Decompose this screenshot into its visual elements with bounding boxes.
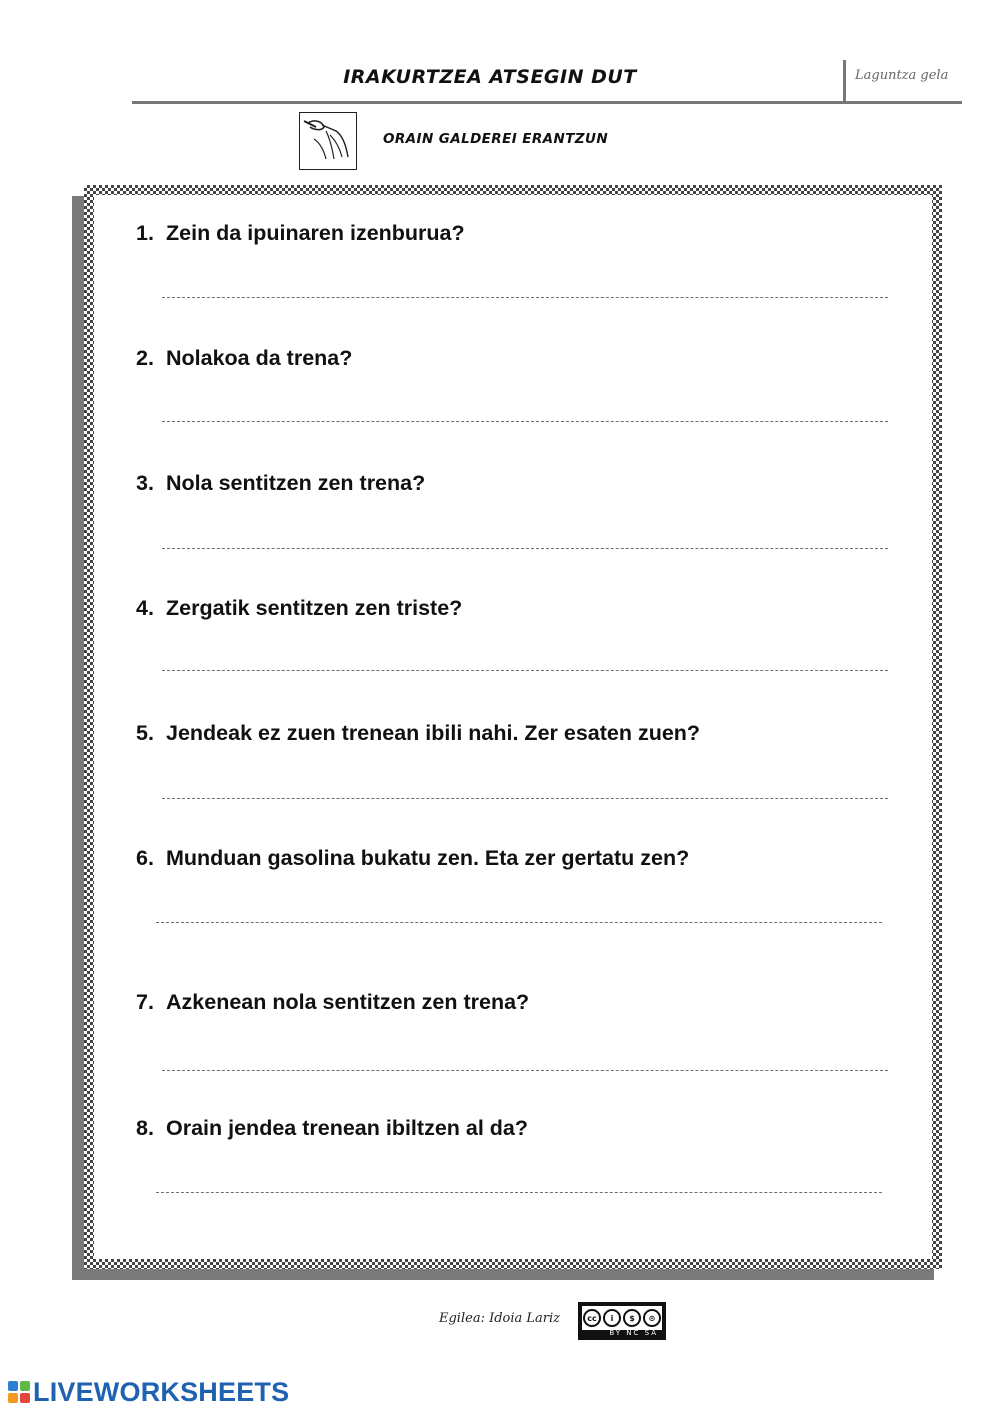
- question-number: 2.: [136, 346, 154, 370]
- question-text: Azkenean nola sentitzen zen trena?: [166, 990, 530, 1014]
- answer-line-2[interactable]: [162, 421, 888, 422]
- question-text: Zergatik sentitzen zen triste?: [166, 596, 463, 620]
- question-text: Munduan gasolina bukatu zen. Eta zer gertatu zen?: [166, 846, 690, 870]
- frame-shadow-left: [72, 196, 84, 1280]
- nc-icon: $: [623, 1309, 641, 1327]
- cc-icon: cc: [583, 1309, 601, 1327]
- answer-line-7[interactable]: [162, 1070, 888, 1071]
- question-4: [136, 596, 462, 621]
- header-title: IRAKURTZEA ATSEGIN DUT: [343, 66, 637, 88]
- brand-name: LIVEWORKSHEETS: [33, 1376, 290, 1407]
- answer-line-5[interactable]: [162, 798, 888, 799]
- question-text: Nola sentitzen zen trena?: [166, 471, 426, 495]
- question-3: [136, 471, 425, 496]
- answer-line-1[interactable]: [162, 297, 888, 298]
- liveworksheets-logo-icon: [8, 1381, 30, 1403]
- question-7: [136, 990, 529, 1015]
- answer-line-8[interactable]: [156, 1192, 882, 1193]
- question-number: 4.: [136, 596, 154, 620]
- question-text: Nolakoa da trena?: [166, 346, 353, 370]
- brand[interactable]: [8, 1378, 289, 1406]
- question-number: 6.: [136, 846, 154, 870]
- cc-license-badge[interactable]: [578, 1302, 666, 1340]
- question-frame-inner: [94, 195, 932, 1259]
- question-number: 3.: [136, 471, 154, 495]
- question-number: 1.: [136, 221, 154, 245]
- question-text: Jendeak ez zuen trenean ibili nahi. Zer esaten zuen?: [166, 721, 701, 745]
- question-8: [136, 1116, 528, 1141]
- pencil-writing-icon: [299, 112, 357, 170]
- question-frame: [84, 185, 942, 1269]
- question-6: [136, 846, 689, 871]
- cc-license-label: BY NC SA: [609, 1329, 658, 1337]
- question-5: [136, 721, 700, 746]
- header-divider: [843, 60, 846, 102]
- question-2: [136, 346, 352, 371]
- frame-shadow-bottom: [72, 1268, 934, 1280]
- header-subject: Laguntza gela: [855, 68, 949, 83]
- question-number: 5.: [136, 721, 154, 745]
- question-number: 8.: [136, 1116, 154, 1140]
- question-1: [136, 221, 465, 246]
- question-number: 7.: [136, 990, 154, 1014]
- instruction-text: ORAIN GALDEREI ERANTZUN: [383, 131, 609, 147]
- cc-license-icons: [582, 1306, 662, 1330]
- by-icon: i: [603, 1309, 621, 1327]
- answer-line-4[interactable]: [162, 670, 888, 671]
- footer-author: Egilea: Idoia Lariz: [439, 1311, 561, 1326]
- question-text: Zein da ipuinaren izenburua?: [166, 221, 465, 245]
- sa-icon: ⊙: [643, 1309, 661, 1327]
- answer-line-6[interactable]: [156, 922, 882, 923]
- header-rule: [132, 101, 962, 104]
- question-text: Orain jendea trenean ibiltzen al da?: [166, 1116, 529, 1140]
- answer-line-3[interactable]: [162, 548, 888, 549]
